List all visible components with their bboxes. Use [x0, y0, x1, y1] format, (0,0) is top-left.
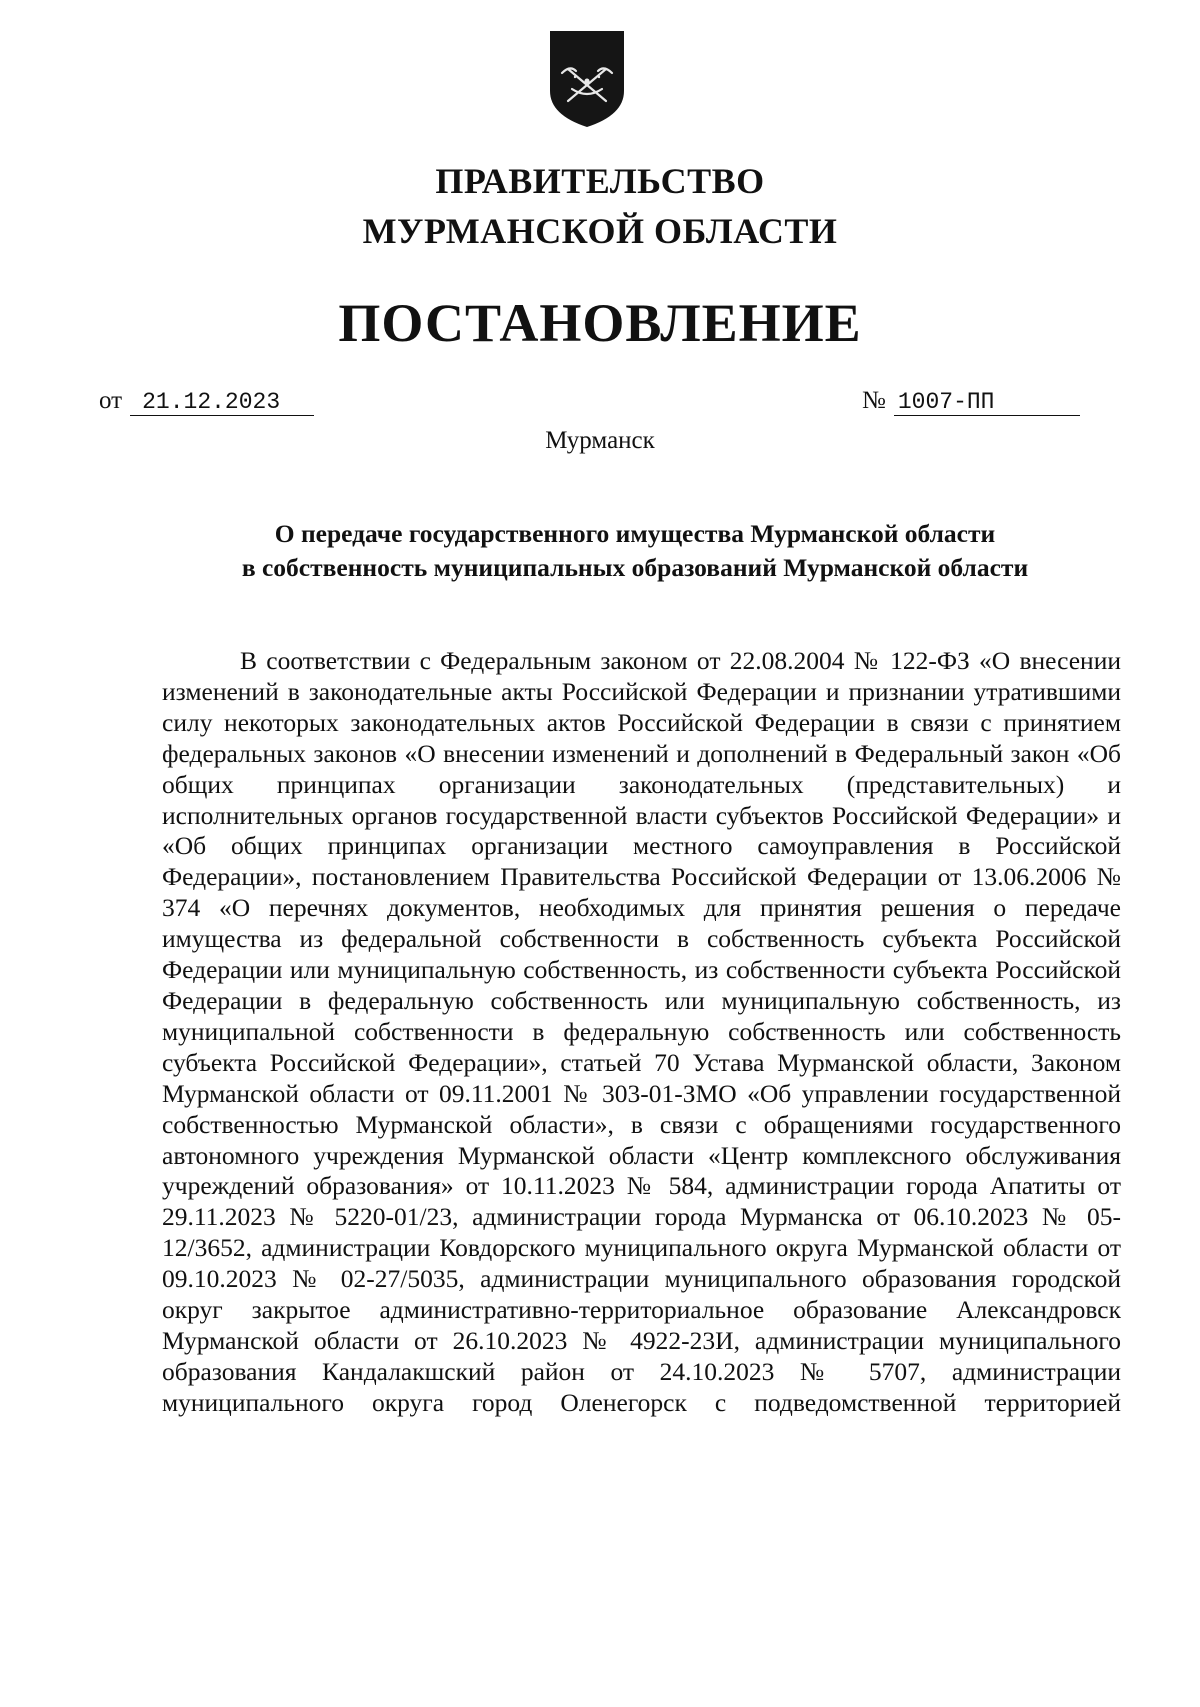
body-paragraph: В соответствии с Федеральным законом от 22.08.2004 № 122-ФЗ «О внесении изменений в законодательные акты Российской Федерации и признании утратившими силу некоторых законодательных актов Российской Федерации в связи с принятием федеральных законов «О внесении изменений и дополнений в Федеральный закон «Об общих принципах организации законодательных (представительных) и исполнительных органов государственной власти субъектов Российской Федерации» и «Об общих принципах организации местного самоуправления в Российской Федерации», постановлением Правительства Российской Федерации от 13.06.2006 № 374 «О перечнях документов, необходимых для принятия решения о передаче имущества из федеральной собственности в собственность субъекта Российской Федерации или муниципальную собственность, из собственности субъекта Российской Федерации в федеральную собственность или муниципальную собственность, из муниципальной собственности в федеральную собственность или собственность субъекта Российской Федерации», статьей 70 Устава Мурманской области, Законом Мурманской области от 09.11.2001 № 303-01-ЗМО «Об управлении государственной собственностью Мурманской области», в связи с обращениями государственного автономного учреждения Мурманской области «Центр комплексного обслуживания учреждений образования» от 10.11.2023 № 584, администрации города Апатиты от 29.11.2023 № 5220-01/23, администрации города Мурманска от 06.10.2023 № 05-12/3652, администрации Ковдорского муниципального округа Мурманской области от 09.10.2023 № 02-27/5035, администрации муниципального образования городской округ закрытое административно-территориальное образование Александровск Мурманской области от 26.10.2023 № 4922-23И, администрации муниципального образования Кандалакшский район от 24.10.2023 № 5707, администрации муниципального округа город Оленегорск с подведомственной территорией	[162, 646, 1121, 1417]
coat-of-arms-emblem	[546, 29, 628, 129]
document-date-field	[99, 385, 314, 417]
document-date: 21.12.2023	[130, 389, 314, 416]
document-number: 1007-ПП	[894, 389, 1080, 416]
document-heading-line2: в собственность муниципальных образований Мурманской области	[241, 553, 1029, 582]
document-heading	[150, 517, 1120, 585]
document-number-field	[862, 385, 1080, 417]
document-type-title: ПОСТАНОВЛЕНИЕ	[338, 293, 862, 353]
document-heading-line1: О передаче государственного имущества Мурманской области	[274, 519, 996, 548]
number-prefix: №	[862, 387, 886, 414]
government-name-line2: МУРМАНСКОЙ ОБЛАСТИ	[362, 211, 838, 251]
document-city: Мурманск	[545, 427, 655, 454]
government-name-line1: ПРАВИТЕЛЬСТВО	[435, 161, 765, 201]
date-prefix: от	[99, 387, 123, 414]
